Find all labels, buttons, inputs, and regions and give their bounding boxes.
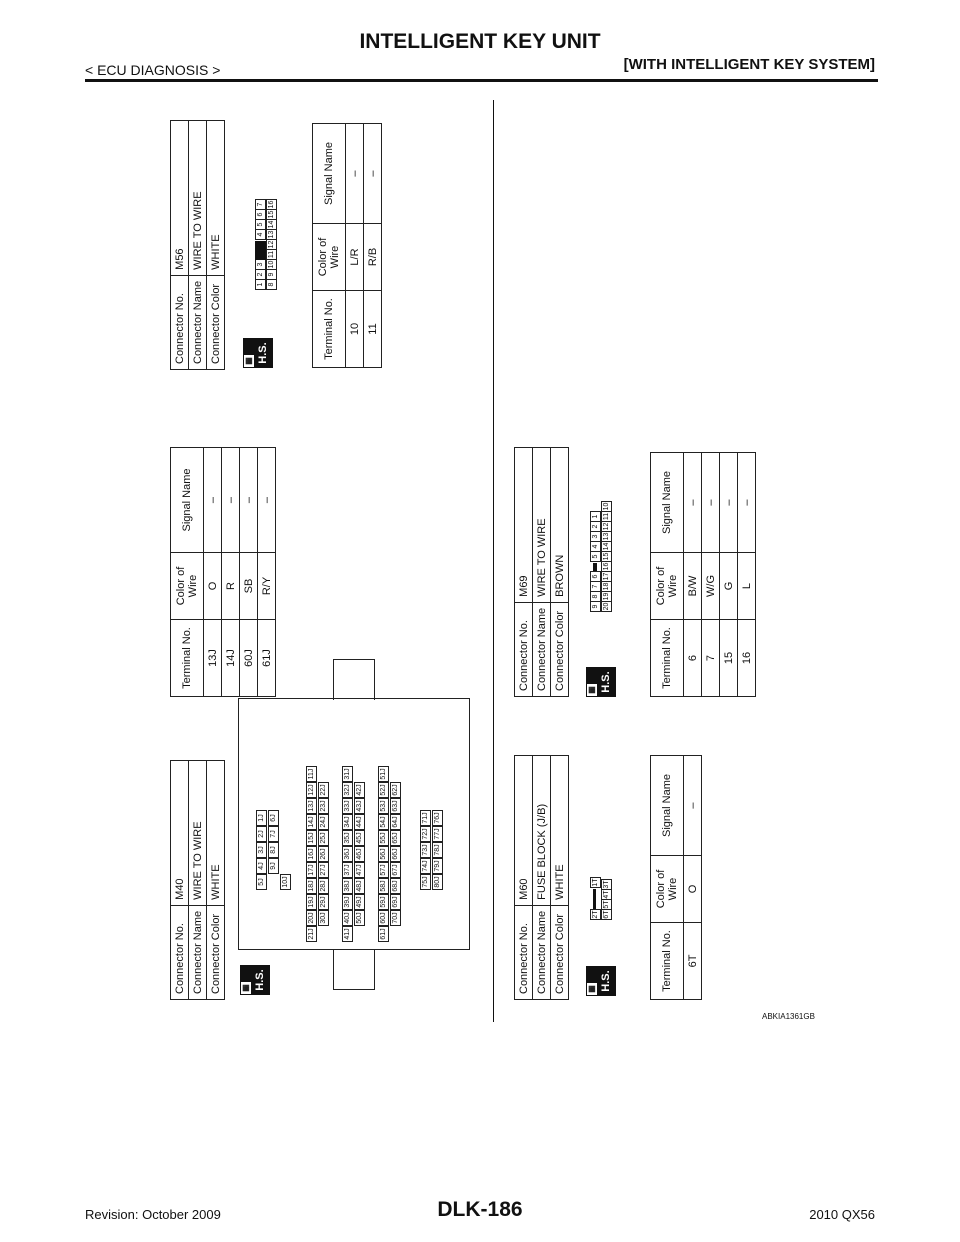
connector-pin: 47J xyxy=(354,862,365,878)
m69-connector-color: BROWN xyxy=(551,448,569,603)
connector-pin: 2 xyxy=(255,269,266,280)
connector-pin: 3J xyxy=(256,842,267,858)
connector-pin: 68J xyxy=(390,878,401,894)
connector-pin: 24J xyxy=(318,814,329,830)
connector-pin: 5J xyxy=(256,874,267,890)
connector-pin: 3 xyxy=(255,259,266,270)
connector-pin: 16J xyxy=(306,846,317,862)
connector-pin: 57J xyxy=(378,862,389,878)
connector-pin: 28J xyxy=(318,878,329,894)
connector-pin: 9J xyxy=(268,858,279,874)
connector-pin: 6 xyxy=(255,209,266,220)
connector-pin: 16 xyxy=(603,562,610,571)
connector-pin: 13 xyxy=(268,230,275,239)
connector-pin: 11 xyxy=(268,250,275,259)
page-number: DLK-186 xyxy=(437,1198,523,1221)
table-row: 60J SB – xyxy=(240,448,258,697)
page-title: INTELLIGENT KEY UNIT xyxy=(359,30,601,53)
revision-text: Revision: October 2009 xyxy=(85,1207,221,1222)
connector-pin: 19J xyxy=(306,894,317,910)
connector-pin: 2J xyxy=(256,826,267,842)
connector-pin: 16 xyxy=(268,200,275,209)
m40-terminal-table: Terminal No. Color of Wire Signal Name 13J O – 14J R – 60J SB – 61J R/Y – xyxy=(170,447,276,697)
connector-pin: 7 xyxy=(255,199,266,210)
connector-pin: 36J xyxy=(342,846,353,862)
connector-pin: 31J xyxy=(342,766,353,782)
connector-pin: 61J xyxy=(378,926,389,942)
connector-pin: 59J xyxy=(378,894,389,910)
connector-pin: 22J xyxy=(318,782,329,798)
connector-pin: 72J xyxy=(420,826,431,842)
m69-terminal-table: Terminal No. Color of Wire Signal Name 6 B/W – 7 W/G – 15 G – 16 L – xyxy=(650,452,756,697)
connector-pin: 55J xyxy=(378,830,389,846)
connector-pin: 10 xyxy=(268,260,275,269)
table-row: 14J R – xyxy=(222,448,240,697)
connector-pin: 71J xyxy=(420,810,431,826)
connector-pin: 3T xyxy=(603,880,610,889)
table-row: 61J R/Y – xyxy=(258,448,276,697)
m56-connector-no: M56 xyxy=(171,121,189,276)
connector-pin: 17J xyxy=(306,862,317,878)
connector-pin: 3 xyxy=(590,531,601,542)
m60-connector-color: WHITE xyxy=(551,756,569,906)
connector-pin: 4J xyxy=(256,858,267,874)
connector-pin: 4 xyxy=(255,229,266,240)
m60-terminal-table: Terminal No. Color of Wire Signal Name 6T O – xyxy=(650,755,702,1000)
connector-pin: 41J xyxy=(342,926,353,942)
connector-pin: 8 xyxy=(266,279,277,290)
connector-pin: 21J xyxy=(306,926,317,942)
harness-icon: ▦ xyxy=(587,684,597,696)
connector-pin: 45J xyxy=(354,830,365,846)
connector-pin: 62J xyxy=(390,782,401,798)
connector-pin: 1J xyxy=(256,810,267,826)
connector-pin: 32J xyxy=(342,782,353,798)
connector-pin: 5T xyxy=(603,900,610,909)
connector-pin: 6 xyxy=(590,571,601,582)
connector-pin: 20J xyxy=(306,910,317,926)
connector-pin: 4T xyxy=(603,890,610,899)
connector-pin: 15 xyxy=(268,210,275,219)
connector-pin: 51J xyxy=(378,766,389,782)
connector-pin: 1 xyxy=(590,511,601,522)
connector-pin: 64J xyxy=(390,814,401,830)
connector-pin: 63J xyxy=(390,798,401,814)
m69-connector-name: WIRE TO WIRE xyxy=(533,448,551,603)
connector-pin: 9 xyxy=(590,601,601,612)
connector-pin: 23J xyxy=(318,798,329,814)
m56-connector-color: WHITE xyxy=(207,121,225,276)
connector-pin: 13J xyxy=(306,798,317,814)
connector-pin: 66J xyxy=(390,846,401,862)
m56-info-table: Connector No. M56 Connector Name WIRE TO WIRE Connector Color WHITE xyxy=(170,120,225,370)
connector-pin: 60J xyxy=(378,910,389,926)
table-row: 13J O – xyxy=(204,448,222,697)
connector-pin: 6J xyxy=(268,810,279,826)
m40-connector-no: M40 xyxy=(171,761,189,906)
connector-pin: 4 xyxy=(590,541,601,552)
harness-icon: ▦ xyxy=(241,982,251,994)
m60-connector-name: FUSE BLOCK (J/B) xyxy=(533,756,551,906)
connector-pin: 29J xyxy=(318,894,329,910)
connector-pin: 26J xyxy=(318,846,329,862)
connector-pin: 14 xyxy=(603,542,610,551)
pin-key-block xyxy=(255,241,266,260)
pin-key-block xyxy=(593,563,597,571)
model-year: 2010 QX56 xyxy=(809,1207,875,1222)
connector-pin: 1 xyxy=(255,279,266,290)
harness-icon: ▦ xyxy=(587,983,597,995)
table-row: 6T O – xyxy=(684,756,702,1000)
connector-pin: 46J xyxy=(354,846,365,862)
connector-pin: 19 xyxy=(603,592,610,601)
connector-pin: 10 xyxy=(603,502,610,511)
table-row: 11 R/B – xyxy=(364,124,382,368)
connector-pin: 50J xyxy=(354,910,365,926)
connector-pin: 13 xyxy=(603,532,610,541)
connector-pin: 34J xyxy=(342,814,353,830)
connector-pin: 1T xyxy=(592,878,599,887)
table-row: 16 L – xyxy=(738,453,756,697)
connector-pin: 75J xyxy=(420,874,431,890)
connector-pin: 5 xyxy=(590,551,601,562)
connector-pin: 67J xyxy=(390,862,401,878)
connector-pin: 30J xyxy=(318,910,329,926)
connector-pin: 8 xyxy=(590,591,601,602)
connector-pin: 7 xyxy=(590,581,601,592)
m56-terminal-table: Terminal No. Color of Wire Signal Name 10 L/R – 11 R/B – xyxy=(312,123,382,368)
connector-pin: 48J xyxy=(354,878,365,894)
m60-connector-no: M60 xyxy=(515,756,533,906)
column-divider xyxy=(493,100,494,1022)
connector-pin: 37J xyxy=(342,862,353,878)
connector-pin: 5 xyxy=(255,219,266,230)
connector-pin: 17 xyxy=(603,572,610,581)
connector-pin: 69J xyxy=(390,894,401,910)
connector-pin: 2 xyxy=(590,521,601,532)
m40-info-table: Connector No. M40 Connector Name WIRE TO WIRE Connector Color WHITE xyxy=(170,760,225,1000)
section-label: < ECU DIAGNOSIS > xyxy=(85,62,221,78)
connector-pin: 49J xyxy=(354,894,365,910)
connector-pin: 20 xyxy=(603,602,610,611)
connector-pin: 70J xyxy=(390,910,401,926)
connector-pin: 44J xyxy=(354,814,365,830)
m56-connector-name: WIRE TO WIRE xyxy=(189,121,207,276)
connector-pin: 33J xyxy=(342,798,353,814)
connector-pin: 27J xyxy=(318,862,329,878)
connector-pin: 8J xyxy=(268,842,279,858)
harness-icon: ▦ xyxy=(244,355,254,367)
connector-pin: 12 xyxy=(603,522,610,531)
connector-pin: 15J xyxy=(306,830,317,846)
connector-pin: 6T xyxy=(603,910,610,919)
connector-pin: 77J xyxy=(432,826,443,842)
m40-connector-name: WIRE TO WIRE xyxy=(189,761,207,906)
connector-pin: 52J xyxy=(378,782,389,798)
connector-pin: 76J xyxy=(432,810,443,826)
connector-pin: 7J xyxy=(268,826,279,842)
connector-pin: 39J xyxy=(342,894,353,910)
connector-pin: 18 xyxy=(603,582,610,591)
connector-pin: 65J xyxy=(390,830,401,846)
connector-pin: 73J xyxy=(420,842,431,858)
connector-pin: 9 xyxy=(266,269,277,280)
connector-pin: 35J xyxy=(342,830,353,846)
table-row: 6 B/W – xyxy=(684,453,702,697)
connector-pin: 40J xyxy=(342,910,353,926)
m69-info-table: Connector No. M69 Connector Name WIRE TO WIRE Connector Color BROWN xyxy=(514,447,569,697)
connector-pin: 12 xyxy=(268,240,275,249)
pin-key-block xyxy=(593,889,596,909)
connector-pin: 74J xyxy=(420,858,431,874)
connector-pin: 11 xyxy=(603,512,610,521)
connector-pin: 38J xyxy=(342,878,353,894)
table-row: 10 L/R – xyxy=(346,124,364,368)
connector-pin: 11J xyxy=(306,766,317,782)
connector-pin: 2T xyxy=(592,910,599,919)
connector-pin: 25J xyxy=(318,830,329,846)
header-rule xyxy=(85,79,878,82)
connector-pin: 56J xyxy=(378,846,389,862)
m60-info-table: Connector No. M60 Connector Name FUSE BLOCK (J/B) Connector Color WHITE xyxy=(514,755,569,1000)
connector-pin: 80J xyxy=(432,874,443,890)
m40-connector-color: WHITE xyxy=(207,761,225,906)
m69-connector-no: M69 xyxy=(515,448,533,603)
connector-pin: 54J xyxy=(378,814,389,830)
connector-pin: 43J xyxy=(354,798,365,814)
connector-pin: 14 xyxy=(268,220,275,229)
connector-pin: 18J xyxy=(306,878,317,894)
connector-pin: 14J xyxy=(306,814,317,830)
system-label: [WITH INTELLIGENT KEY SYSTEM] xyxy=(623,56,875,73)
table-row: 7 W/G – xyxy=(702,453,720,697)
connector-pin: 15 xyxy=(603,552,610,561)
connector-pin: 12J xyxy=(306,782,317,798)
connector-pin: 10J xyxy=(280,874,291,890)
table-row: 15 G – xyxy=(720,453,738,697)
connector-pin: 78J xyxy=(432,842,443,858)
figure-reference: ABKIA1361GB xyxy=(762,1012,815,1021)
connector-pin: 58J xyxy=(378,878,389,894)
connector-pin: 79J xyxy=(432,858,443,874)
connector-pin: 42J xyxy=(354,782,365,798)
connector-pin: 53J xyxy=(378,798,389,814)
